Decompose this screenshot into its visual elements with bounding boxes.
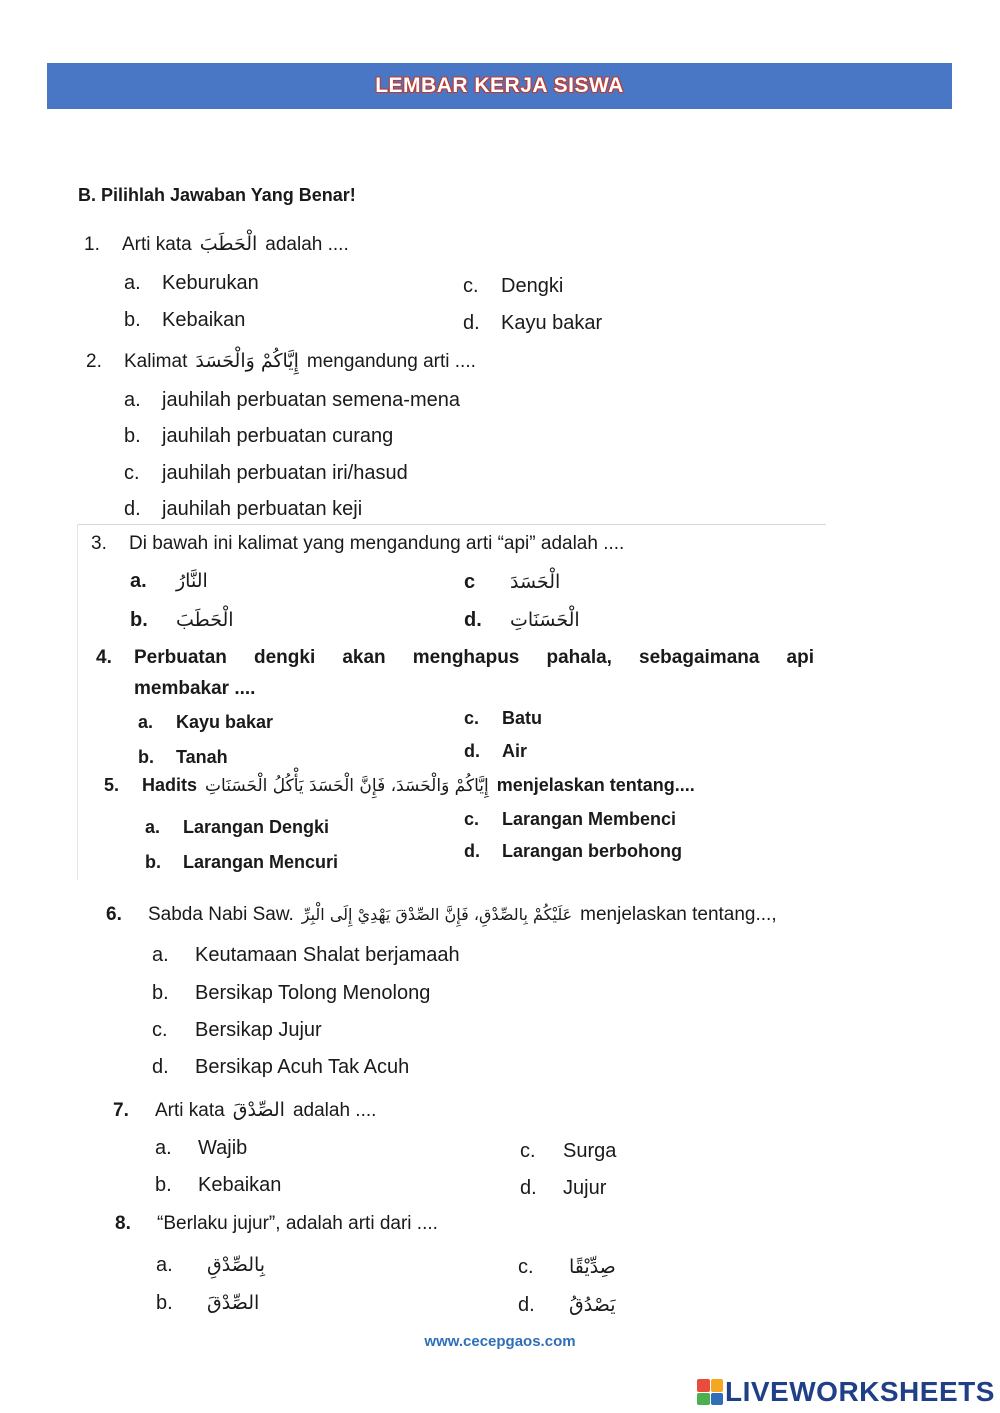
arabic-text: عَلَيْكُمْ بِالصِّدْقِ، فَإِنَّ الصِّدْقَ يَهْدِيْ إِلَى الْبِرِّ (301, 905, 573, 924)
question-5: 5. Hadits إِيَّاكُمْ وَالْحَسَدَ، فَإِنَّ الْحَسَدَ يَأْكُلُ الْحَسَنَاتِ menjelaskan tentang.... (104, 775, 695, 796)
option-2b[interactable]: b. jauhilah perbuatan curang (124, 425, 394, 447)
option-7b[interactable]: b. Kebaikan (155, 1174, 282, 1196)
option-3b[interactable]: b. الْحَطَبَ (130, 609, 234, 631)
option-7c[interactable]: c. Surga (520, 1140, 617, 1162)
option-2a[interactable]: a. jauhilah perbuatan semena-mena (124, 389, 460, 411)
option-5d[interactable]: d. Larangan berbohong (464, 841, 682, 861)
option-3d[interactable]: d. الْحَسَنَاتِ (464, 609, 580, 631)
option-3a[interactable]: a. النَّارُ (130, 570, 208, 592)
liveworksheets-logo (697, 1376, 995, 1408)
section-title: B. Pilihlah Jawaban Yang Benar! (78, 185, 356, 205)
question-6: 6. Sabda Nabi Saw. عَلَيْكُمْ بِالصِّدْقِ، فَإِنَّ الصِّدْقَ يَهْدِيْ إِلَى الْبِرِّ menjelaskan tentang..., (106, 904, 777, 925)
arabic-text: الْحَطَبَ (199, 233, 258, 255)
option-6b[interactable]: b. Bersikap Tolong Menolong (152, 982, 431, 1004)
option-1b[interactable]: b. Kebaikan (124, 309, 246, 331)
option-6a[interactable]: a. Keutamaan Shalat berjamaah (152, 944, 460, 966)
option-6d[interactable]: d. Bersikap Acuh Tak Acuh (152, 1056, 410, 1078)
option-4b[interactable]: b. Tanah (138, 747, 228, 767)
option-8d[interactable]: d. يَصْدُقُ (518, 1294, 616, 1316)
arabic-text: الصِّدْقَ (232, 1099, 285, 1121)
question-2: 2. Kalimat إِيَّاكُمْ وَالْحَسَدَ mengandung arti .... (86, 350, 476, 372)
question-3: 3. Di bawah ini kalimat yang mengandung arti “api” adalah .... (91, 533, 625, 554)
option-8c[interactable]: c. صِدِّيْقًا (518, 1256, 616, 1278)
option-6c[interactable]: c. Bersikap Jujur (152, 1019, 322, 1041)
arabic-text: إِيَّاكُمْ وَالْحَسَدَ (195, 350, 299, 372)
header-banner (47, 63, 952, 109)
footer-url[interactable]: www.cecepgaos.com (424, 1333, 576, 1350)
option-4a[interactable]: a. Kayu bakar (138, 712, 274, 732)
liveworksheets-logo-icon (697, 1379, 723, 1405)
option-4c[interactable]: c. Batu (464, 708, 542, 728)
option-5b[interactable]: b. Larangan Mencuri (145, 852, 339, 872)
divider (78, 524, 826, 525)
option-1c[interactable]: c. Dengki (463, 275, 564, 297)
question-7: 7. Arti kata الصِّدْقَ adalah .... (113, 1099, 377, 1121)
option-7a[interactable]: a. Wajib (155, 1137, 248, 1159)
question-8: 8. “Berlaku jujur”, adalah arti dari .... (115, 1213, 438, 1234)
liveworksheets-brand: LIVEWORKSHEETS (725, 1376, 995, 1407)
option-2c[interactable]: c. jauhilah perbuatan iri/hasud (124, 462, 408, 484)
option-2d[interactable]: d. jauhilah perbuatan keji (124, 498, 363, 520)
option-7d[interactable]: d. Jujur (520, 1177, 607, 1199)
option-1a[interactable]: a. Keburukan (124, 272, 259, 294)
option-5a[interactable]: a. Larangan Dengki (145, 817, 330, 837)
question-4: 4. Perbuatan dengki akan menghapus pahala, sebagaimana api (96, 647, 814, 668)
question-4-line2: membakar .... (134, 678, 256, 699)
question-1: 1. Arti kata الْحَطَبَ adalah .... (84, 233, 349, 255)
divider-vertical (77, 524, 78, 880)
arabic-text: إِيَّاكُمْ وَالْحَسَدَ، فَإِنَّ الْحَسَدَ يَأْكُلُ الْحَسَنَاتِ (205, 776, 489, 796)
option-3c[interactable]: c الْحَسَدَ (464, 571, 561, 593)
option-8b[interactable]: b. الصِّدْقَ (156, 1292, 260, 1314)
page-title: LEMBAR KERJA SISWA (375, 74, 624, 97)
option-8a[interactable]: a. بِالصِّدْقِ (156, 1254, 266, 1276)
option-5c[interactable]: c. Larangan Membenci (464, 809, 677, 829)
option-4d[interactable]: d. Air (464, 741, 528, 761)
option-1d[interactable]: d. Kayu bakar (463, 312, 603, 334)
